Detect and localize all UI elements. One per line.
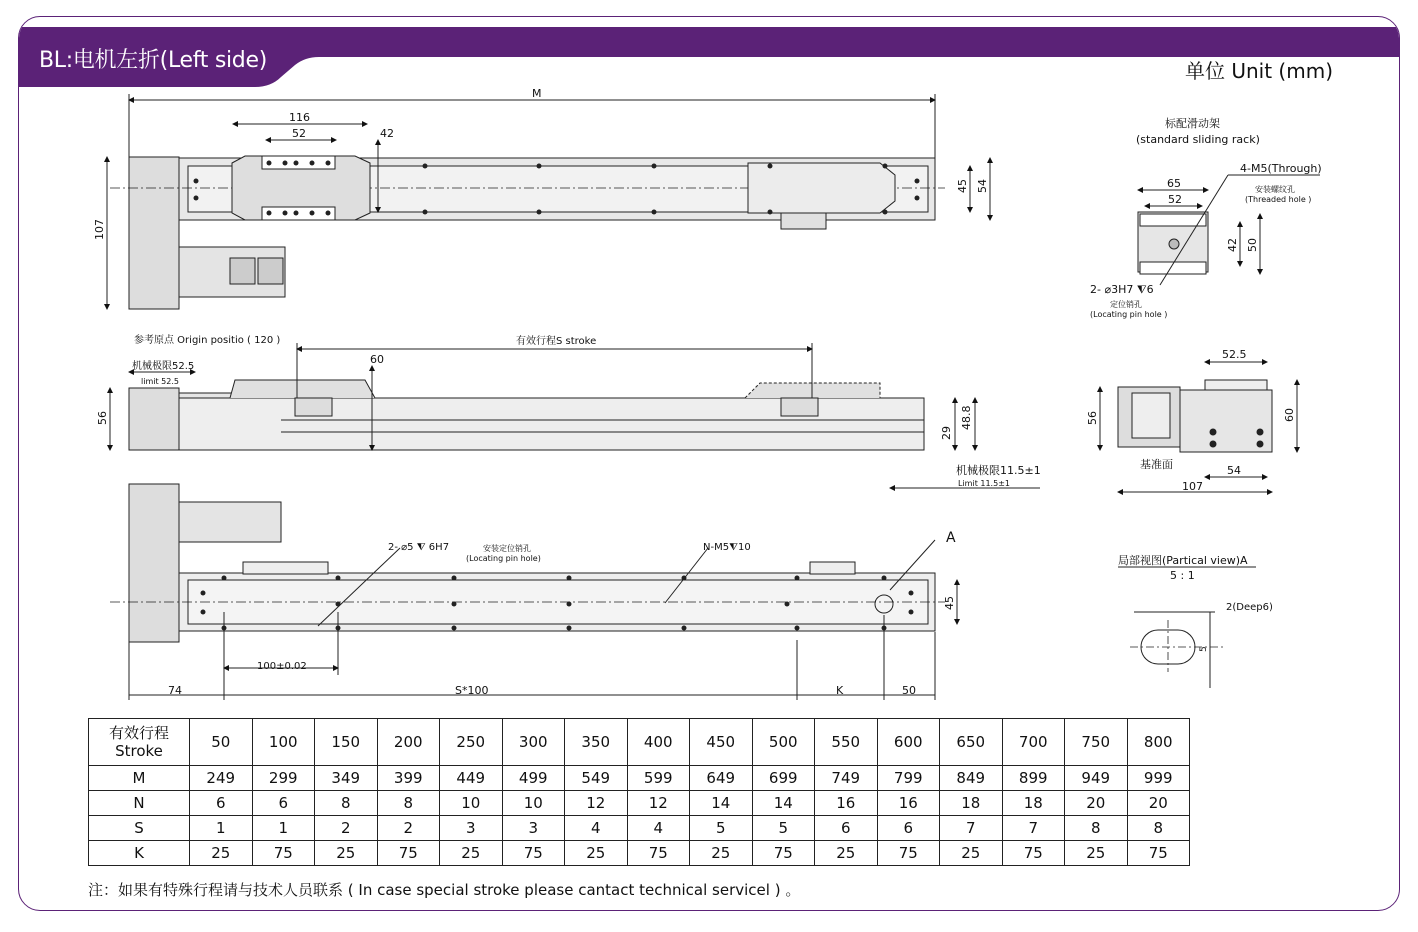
table-cell: 699 — [752, 766, 815, 791]
table-cell: 75 — [1127, 841, 1190, 866]
pin-en: (Locating pin hole) — [466, 554, 541, 563]
stroke-cell: 150 — [315, 719, 378, 766]
table-cell: 2 — [377, 816, 440, 841]
table-cell: 10 — [502, 791, 565, 816]
stroke-label: 有效行程S stroke — [516, 336, 597, 347]
rack-title-cn: 标配滑动架 — [1165, 117, 1220, 130]
table-cell: 75 — [252, 841, 315, 866]
stroke-cell: 650 — [940, 719, 1003, 766]
table-cell: 799 — [877, 766, 940, 791]
limit-label: limit 52.5 — [141, 377, 179, 386]
table-cell: 12 — [565, 791, 628, 816]
rack-thread-cn: 安装螺纹孔 — [1255, 185, 1295, 194]
partial-title: 局部视图(Partical view)A — [1118, 554, 1248, 567]
table-cell: 25 — [1065, 841, 1128, 866]
table-row — [89, 719, 1190, 766]
row-label: M — [89, 766, 190, 791]
stroke-cell: 800 — [1127, 719, 1190, 766]
dim-107: 107 — [93, 219, 106, 240]
mech-limit: 机械极限52.5 — [132, 361, 195, 372]
table-cell: 7 — [1002, 816, 1065, 841]
row-label: K — [89, 841, 190, 866]
rack-thread-en: (Threaded hole ) — [1245, 195, 1312, 204]
partial-scale: 5 : 1 — [1170, 569, 1195, 582]
dim-60: 60 — [370, 353, 384, 366]
table-cell: 649 — [690, 766, 753, 791]
origin-label: 参考原点 Origin positio ( 120 ) — [134, 335, 281, 346]
table-cell: 1 — [252, 816, 315, 841]
table-cell: 3 — [502, 816, 565, 841]
table-cell: 25 — [190, 841, 253, 866]
dim-s100: S*100 — [455, 684, 489, 697]
table-cell: 14 — [752, 791, 815, 816]
row-label: N — [89, 791, 190, 816]
row-label: S — [89, 816, 190, 841]
table-cell: 16 — [877, 791, 940, 816]
stroke-cell: 600 — [877, 719, 940, 766]
table-row — [89, 791, 1190, 816]
table-cell: 25 — [315, 841, 378, 866]
rack-thread: 4-M5(Through) — [1240, 162, 1322, 175]
stroke-cell: 400 — [627, 719, 690, 766]
table-cell: 4 — [565, 816, 628, 841]
mark-a: A — [946, 530, 956, 546]
table-cell: 7 — [940, 816, 1003, 841]
rack-dim-65: 65 — [1167, 177, 1181, 190]
rack-title-en: (standard sliding rack) — [1136, 133, 1260, 146]
dim-116: 116 — [289, 111, 310, 124]
top-view — [107, 94, 990, 309]
table-cell: 20 — [1127, 791, 1190, 816]
rack-dim-42: 42 — [1226, 238, 1239, 252]
table-cell: 25 — [440, 841, 503, 866]
table-cell: 349 — [315, 766, 378, 791]
dim-29: 29 — [940, 426, 953, 440]
table-cell: 75 — [377, 841, 440, 866]
stroke-header — [89, 719, 190, 766]
table-cell: 6 — [877, 816, 940, 841]
stroke-cell: 50 — [190, 719, 253, 766]
table-cell: 949 — [1065, 766, 1128, 791]
end-dim-60: 60 — [1283, 408, 1296, 422]
dim-m: M — [532, 87, 542, 100]
dim-74: 74 — [168, 684, 182, 697]
stroke-cell: 100 — [252, 719, 315, 766]
table-cell: 6 — [190, 791, 253, 816]
spec-table — [88, 718, 1190, 866]
thread-label: N-M5⧨10 — [703, 542, 751, 553]
stroke-cell: 550 — [815, 719, 878, 766]
footnote: 注：如果有特殊行程请与技术人员联系 ( In case special stroke please cantact technical servicel ) 。 — [88, 881, 801, 899]
table-cell: 449 — [440, 766, 503, 791]
stroke-cell: 700 — [1002, 719, 1065, 766]
rack-pin: 2- ⌀3H7 ⧨6 — [1090, 283, 1154, 296]
stroke-cell: 200 — [377, 719, 440, 766]
table-row — [89, 766, 1190, 791]
dim-100: 100±0.02 — [257, 661, 307, 672]
table-cell: 18 — [940, 791, 1003, 816]
table-cell: 25 — [690, 841, 753, 866]
table-cell: 849 — [940, 766, 1003, 791]
limit-label-2: Limit 11.5±1 — [958, 479, 1010, 488]
mech-limit-2: 机械极限11.5±1 — [956, 464, 1041, 477]
dim-54: 54 — [976, 179, 989, 193]
dim-45: 45 — [956, 179, 969, 193]
dim-50: 50 — [902, 684, 916, 697]
table-cell: 75 — [752, 841, 815, 866]
table-cell: 8 — [1127, 816, 1190, 841]
table-cell: 5 — [752, 816, 815, 841]
table-cell: 899 — [1002, 766, 1065, 791]
table-cell: 75 — [877, 841, 940, 866]
partial-view — [1118, 567, 1256, 688]
partial-dim-5: 5 — [1199, 646, 1209, 652]
end-dim-107: 107 — [1182, 480, 1203, 493]
table-cell: 6 — [252, 791, 315, 816]
page-title: BL:电机左折(Left side) — [39, 48, 267, 73]
table-cell: 5 — [690, 816, 753, 841]
table-cell: 20 — [1065, 791, 1128, 816]
pin-label: 2- ⌀5 ⧨ 6H7 — [388, 542, 450, 553]
dim-k: K — [836, 684, 844, 697]
rack-pin-cn: 定位销孔 — [1110, 300, 1142, 309]
table-cell: 549 — [565, 766, 628, 791]
table-cell: 75 — [502, 841, 565, 866]
table-cell: 499 — [502, 766, 565, 791]
dim-56: 56 — [96, 411, 109, 425]
table-cell: 8 — [377, 791, 440, 816]
dim-45-b: 45 — [943, 596, 956, 610]
dim-52: 52 — [292, 127, 306, 140]
table-cell: 249 — [190, 766, 253, 791]
bottom-view — [110, 484, 957, 700]
unit-label: 单位 Unit (mm) — [1185, 59, 1333, 83]
end-view — [1100, 362, 1297, 492]
dim-42: 42 — [380, 127, 394, 140]
table-cell: 18 — [1002, 791, 1065, 816]
stroke-header-en: Stroke — [115, 742, 163, 760]
table-row — [89, 816, 1190, 841]
stroke-cell: 750 — [1065, 719, 1128, 766]
stroke-cell: 300 — [502, 719, 565, 766]
end-dim-52-5: 52.5 — [1222, 348, 1247, 361]
stroke-cell: 450 — [690, 719, 753, 766]
table-cell: 2 — [315, 816, 378, 841]
table-cell: 12 — [627, 791, 690, 816]
stroke-cell: 250 — [440, 719, 503, 766]
rack-pin-en: (Locating pin hole ) — [1090, 310, 1168, 319]
table-cell: 4 — [627, 816, 690, 841]
stroke-cell: 500 — [752, 719, 815, 766]
stroke-cell: 350 — [565, 719, 628, 766]
end-dim-56: 56 — [1086, 411, 1099, 425]
table-cell: 10 — [440, 791, 503, 816]
table-cell: 75 — [1002, 841, 1065, 866]
table-cell: 25 — [815, 841, 878, 866]
table-cell: 399 — [377, 766, 440, 791]
pin-cn: 安装定位销孔 — [483, 544, 531, 553]
table-cell: 8 — [315, 791, 378, 816]
table-cell: 6 — [815, 816, 878, 841]
table-cell: 14 — [690, 791, 753, 816]
partial-deep: 2(Deep6) — [1226, 602, 1273, 613]
dim-48-8: 48.8 — [960, 405, 973, 430]
table-cell: 999 — [1127, 766, 1190, 791]
table-row — [89, 841, 1190, 866]
table-cell: 1 — [190, 816, 253, 841]
base-label: 基准面 — [1140, 458, 1173, 471]
table-cell: 599 — [627, 766, 690, 791]
table-cell: 25 — [565, 841, 628, 866]
end-dim-54: 54 — [1227, 464, 1241, 477]
rack-dim-50: 50 — [1246, 238, 1259, 252]
rack-dim-52: 52 — [1168, 193, 1182, 206]
side-view — [110, 343, 1040, 488]
table-cell: 749 — [815, 766, 878, 791]
table-cell: 3 — [440, 816, 503, 841]
table-cell: 299 — [252, 766, 315, 791]
table-cell: 16 — [815, 791, 878, 816]
table-cell: 75 — [627, 841, 690, 866]
table-cell: 25 — [940, 841, 1003, 866]
stroke-header-cn: 有效行程 — [108, 724, 169, 742]
table-cell: 8 — [1065, 816, 1128, 841]
